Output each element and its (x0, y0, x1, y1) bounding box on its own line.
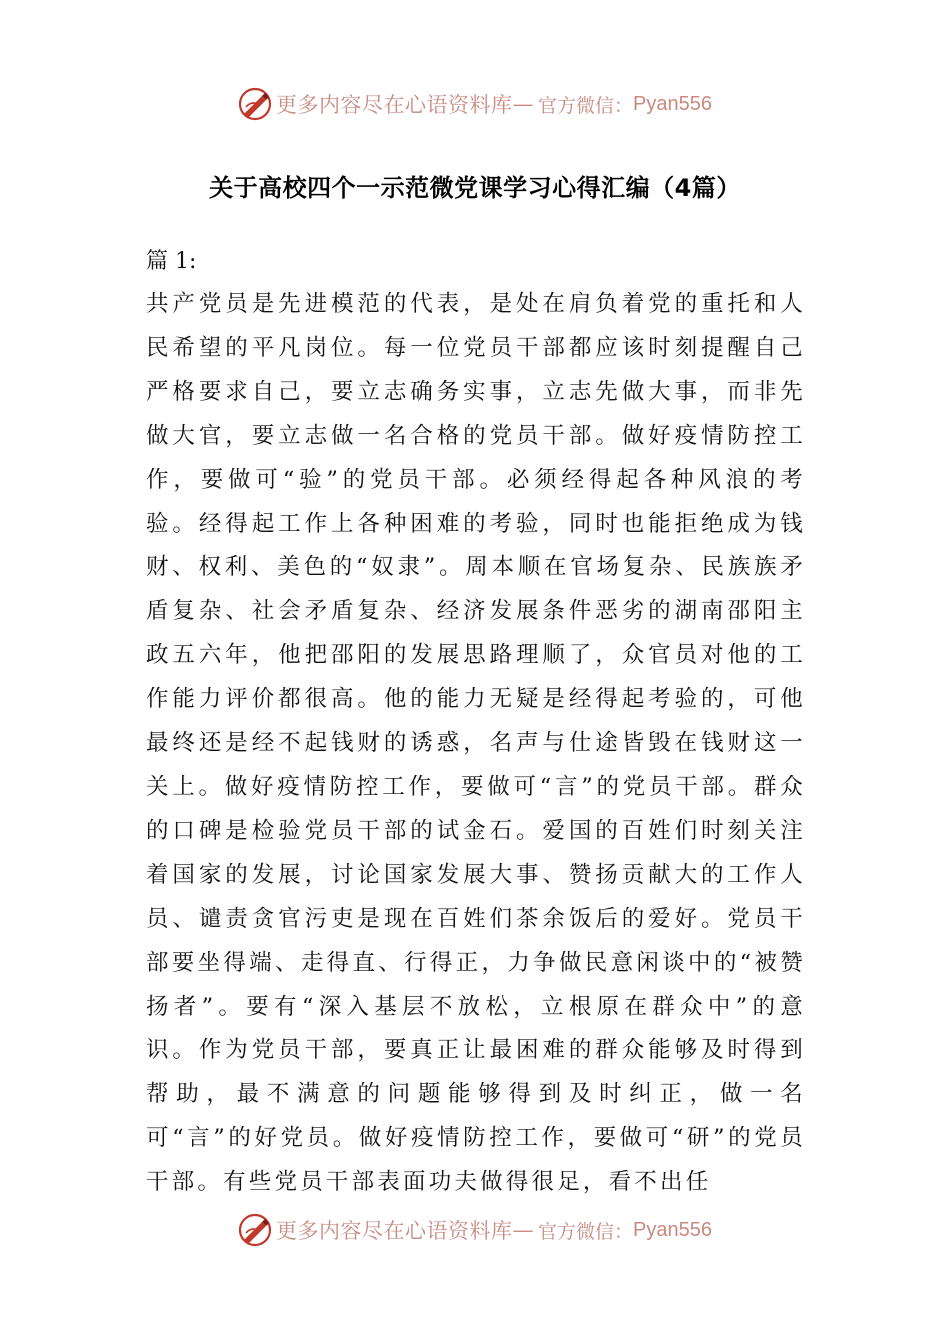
body-paragraph: 共产党员是先进模范的代表，是处在肩负着党的重托和人民希望的平凡岗位。每一位党员干部都应该时刻提醒自己严格要求自己，要立志确务实事，立志先做大事，而非先做大官，要立志做一名合格的党员干部。做好疫情防控工作，要做可“验”的党员干部。必须经得起各种风浪的考验。经得起工作上各种困难的考验，同时也能拒绝成为钱财、权利、美色的“奴隶”。周本顺在官场复杂、民族族矛盾复杂、社会矛盾复杂、经济发展条件恶劣的湖南邵阳主政五六年，他把邵阳的发展思路理顺了，众官员对他的工作能力评价都很高。他的能力无疑是经得起考验的，可他最终还是经不起钱财的诱惑，名声与仕途皆毁在钱财这一关上。做好疫情防控工作，要做可“言”的党员干部。群众的口碑是检验党员干部的试金石。爱国的百姓们时刻关注着国家的发展，讨论国家发展大事、赞扬贡献大的工作人员、谴责贪官污吏是现在百姓们茶余饭后的爱好。党员干部要坐得端、走得直、行得正，力争做民意闲谈中的“被赞扬者”。要有“深入基层不放松，立根原在群众中”的意识。作为党员干部，要真正让最困难的群众能够及时得到帮助，最不满意的问题能够得到及时纠正，做一名可“言”的好党员。做好疫情防控工作，要做可“研”的党员干部。有些党员干部表面功夫做得很足，看不出任 (146, 291, 806, 1196)
promo-text: 更多内容尽在心语资料库 (276, 93, 513, 117)
pen-logo-icon (238, 87, 272, 121)
banner-dash: — (512, 92, 534, 116)
pen-logo-icon (238, 1213, 272, 1247)
banner-dash: — (512, 1218, 534, 1242)
wechat-id: Pyan556 (633, 92, 712, 115)
document-title: 关于高校四个一示范微党课学习心得汇编（4篇） (209, 174, 741, 202)
section-label: 篇 1: (146, 249, 197, 274)
wechat-id: Pyan556 (633, 1218, 712, 1241)
header-banner (0, 82, 950, 126)
contact-label: 官方微信： (538, 94, 634, 117)
promo-text: 更多内容尽在心语资料库 (276, 1219, 513, 1243)
contact-label: 官方微信： (538, 1220, 634, 1243)
footer-banner (0, 1208, 950, 1252)
